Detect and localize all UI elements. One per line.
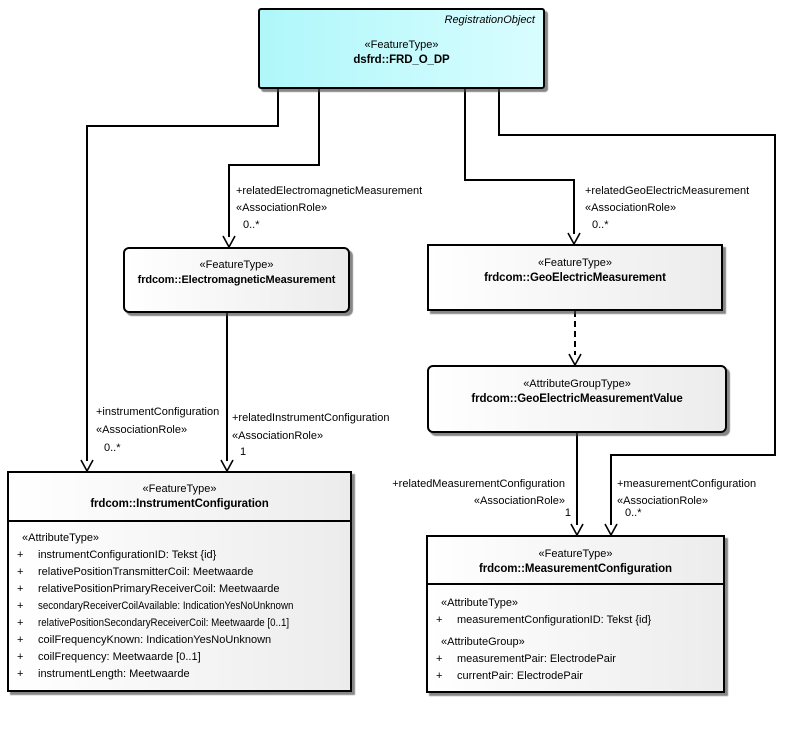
attribute-row [9, 564, 350, 581]
visibility-marker: + [17, 583, 24, 595]
role-label-measurement-configuration: +measurementConfiguration [617, 478, 757, 490]
association-frd-to-geoelectric-measurement [465, 89, 574, 234]
attribute-row [9, 615, 350, 632]
multiplicity-label: 0..* [104, 442, 121, 454]
attribute-text: secondaryReceiverCoilAvailable: IndicationYesNoUnknown [38, 600, 294, 612]
visibility-marker: + [17, 566, 24, 578]
attribute-text: instrumentLength: Meetwaarde [38, 668, 190, 680]
attribute-section-header: «AttributeType» [22, 532, 100, 544]
attribute-text: coilFrequencyKnown: IndicationYesNoUnknown [38, 634, 272, 646]
visibility-marker: + [436, 653, 443, 665]
arrowhead-icon [605, 524, 617, 535]
multiplicity-label: 0..* [243, 219, 260, 231]
attribute-section-header: «AttributeGroup» [441, 636, 525, 648]
class-measurement-configuration [426, 535, 725, 693]
role-label-related-electromagnetic-measurement: +relatedElectromagneticMeasurement [236, 185, 423, 197]
registration-object-tag: RegistrationObject [444, 14, 535, 26]
multiplicity-label: 0..* [625, 507, 642, 519]
class-geoelectric-measurement-value [427, 365, 727, 433]
attribute-row [9, 547, 350, 564]
visibility-marker: + [17, 668, 24, 680]
multiplicity-label: 1 [240, 446, 247, 458]
association-frd-to-electromagnetic-measurement [229, 89, 319, 237]
class-name: frdcom::MeasurementConfiguration [479, 563, 672, 575]
visibility-marker: + [17, 549, 24, 561]
attribute-text: relativePositionTransmitterCoil: Meetwaarde [38, 566, 254, 578]
attribute-row [9, 649, 350, 666]
arrowhead-icon [568, 233, 580, 244]
arrowhead-icon [571, 524, 583, 535]
attribute-row [9, 632, 350, 649]
association-role-stereotype: «AssociationRole» [232, 430, 324, 442]
arrowhead-icon [569, 354, 581, 365]
compartment-divider [9, 520, 350, 522]
arrowhead-icon [223, 236, 235, 247]
visibility-marker: + [17, 651, 24, 663]
attribute-row [9, 598, 350, 615]
role-label-related-instrument-configuration: +relatedInstrumentConfiguration [232, 412, 390, 424]
class-electromagnetic-measurement [123, 247, 350, 313]
attribute-text: measurementConfigurationID: Tekst {id} [457, 614, 652, 626]
multiplicity-label: 1 [564, 507, 571, 519]
class-name: frdcom::ElectromagneticMeasurement [137, 274, 336, 286]
compartment-divider [428, 583, 723, 585]
visibility-marker: + [17, 634, 24, 646]
attribute-section-header: «AttributeType» [441, 597, 519, 609]
class-instrument-configuration [7, 471, 352, 692]
visibility-marker: + [17, 617, 24, 629]
association-role-stereotype: «AssociationRole» [473, 495, 565, 507]
visibility-marker: + [436, 670, 443, 682]
association-role-stereotype: «AssociationRole» [585, 202, 677, 214]
class-name: frdcom::GeoElectricMeasurementValue [471, 393, 683, 405]
stereotype-label: «FeatureType» [199, 259, 274, 271]
association-role-stereotype: «AssociationRole» [96, 424, 188, 436]
association-role-stereotype: «AssociationRole» [617, 495, 709, 507]
multiplicity-label: 0..* [592, 219, 609, 231]
association-role-stereotype: «AssociationRole» [236, 202, 328, 214]
class-name: dsfrd::FRD_O_DP [353, 54, 450, 66]
role-label-related-measurement-configuration: +relatedMeasurementConfiguration [392, 478, 565, 490]
class-name: frdcom::GeoElectricMeasurement [484, 272, 666, 284]
attribute-row [428, 612, 723, 629]
stereotype-label: «FeatureType» [142, 483, 217, 495]
class-frd-o-dp [258, 8, 545, 89]
arrowhead-icon [221, 460, 233, 471]
stereotype-label: «FeatureType» [538, 548, 613, 560]
role-label-instrument-configuration: +instrumentConfiguration [96, 406, 220, 418]
visibility-marker: + [436, 614, 443, 626]
attribute-row [9, 581, 350, 598]
role-label-related-geoelectric-measurement: +relatedGeoElectricMeasurement [585, 185, 750, 197]
attribute-text: instrumentConfigurationID: Tekst {id} [38, 549, 217, 561]
class-geoelectric-measurement [427, 244, 723, 311]
attribute-row [428, 668, 723, 685]
attribute-text: coilFrequency: Meetwaarde [0..1] [38, 651, 201, 663]
visibility-marker: + [17, 600, 24, 612]
attribute-row [428, 651, 723, 668]
stereotype-label: «FeatureType» [538, 257, 612, 269]
class-name: frdcom::InstrumentConfiguration [90, 498, 269, 510]
stereotype-label: «FeatureType» [364, 39, 439, 51]
arrowhead-icon [81, 460, 93, 471]
attribute-text: relativePositionPrimaryReceiverCoil: Meetwaarde [38, 583, 280, 595]
stereotype-label: «AttributeGroupType» [523, 378, 631, 390]
attribute-text: currentPair: ElectrodePair [457, 670, 583, 682]
attribute-text: relativePositionSecondaryReceiverCoil: Meetwaarde [0..1] [38, 617, 290, 629]
attribute-row [9, 666, 350, 683]
attribute-text: measurementPair: ElectrodePair [457, 653, 616, 665]
